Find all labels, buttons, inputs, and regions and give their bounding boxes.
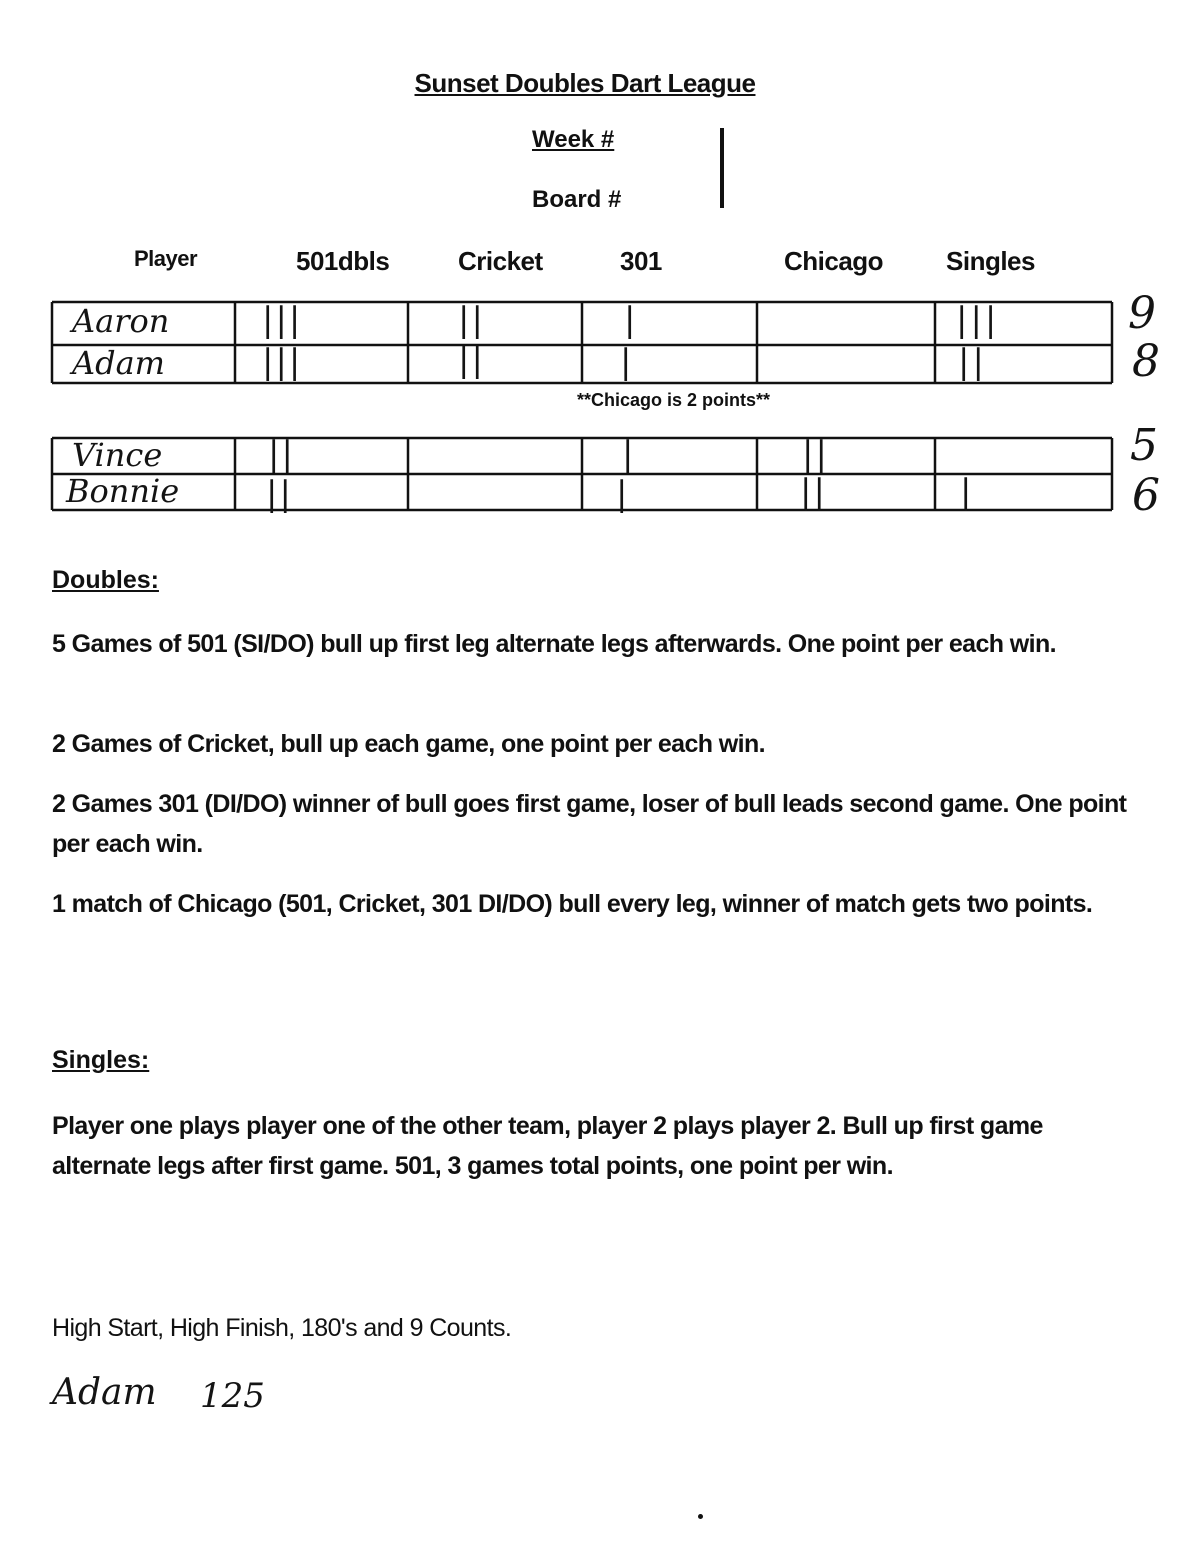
doubles-rule-cricket: 2 Games of Cricket, bull up each game, one point per each win. [52,730,765,758]
doubles-rule-chicago: 1 match of Chicago (501, Cricket, 301 DI/DO) bull every leg, winner of match gets two points. [52,890,1093,918]
tally-chicago: || [802,434,829,474]
doubles-heading: Doubles: [52,566,159,594]
tally-501dbls: ||| [262,300,303,340]
doubles-rule-301: 2 Games 301 (DI/DO) winner of bull goes first game, loser of bull leads second game. One point per each win. [52,790,1127,858]
week-label: Week # [532,126,615,153]
player-name: Vince [72,436,163,474]
col-header-player: Player [134,246,198,271]
league-title: Sunset Doubles Dart League [414,68,756,98]
tally-cricket: || [458,300,485,340]
score-table-grid [0,0,1200,540]
tally-301: | [622,434,634,474]
tally-singles: || [958,342,987,382]
doubles-rule-501: 5 Games of 501 (SI/DO) bull up first leg alternate legs afterwards. One point per each win. [52,630,1056,658]
tally-301: | [620,342,632,382]
col-header-chicago: Chicago [784,246,884,276]
extras-entry-value: 125 [200,1376,265,1416]
player-name: Adam [72,344,166,382]
tally-chicago: || [800,472,827,512]
singles-heading: Singles: [52,1046,150,1074]
col-header-301: 301 [620,246,662,276]
tally-501dbls: || [268,434,295,474]
tally-501dbls: || [266,474,293,514]
tally-501dbls: ||| [262,342,303,382]
col-header-cricket: Cricket [458,246,543,276]
row-total: 5 [1130,420,1158,471]
player-name: Aaron [72,302,170,340]
row-total: 6 [1132,470,1160,521]
tally-cricket: || [458,340,485,380]
extras-entry-name: Adam [52,1372,157,1413]
chicago-note: **Chicago is 2 points** [576,390,770,410]
tally-singles: | [960,472,972,512]
row-total: 8 [1132,336,1160,387]
singles-rule: Player one plays player one of the other team, player 2 plays player 2. Bull up first game alternate legs after first game. 501, 3 games total points, one point per win. [52,1112,1043,1180]
stray-dot [698,1514,703,1519]
col-header-501dbls: 501dbls [296,246,390,276]
board-label: Board # [532,186,622,213]
tally-301: | [624,300,636,340]
row-total: 9 [1128,288,1156,339]
tally-singles: ||| [956,300,1000,340]
player-name: Bonnie [66,472,180,510]
tally-301: | [616,474,628,514]
extras-label: High Start, High Finish, 180's and 9 Counts. [52,1314,512,1342]
col-header-singles: Singles [946,246,1035,276]
